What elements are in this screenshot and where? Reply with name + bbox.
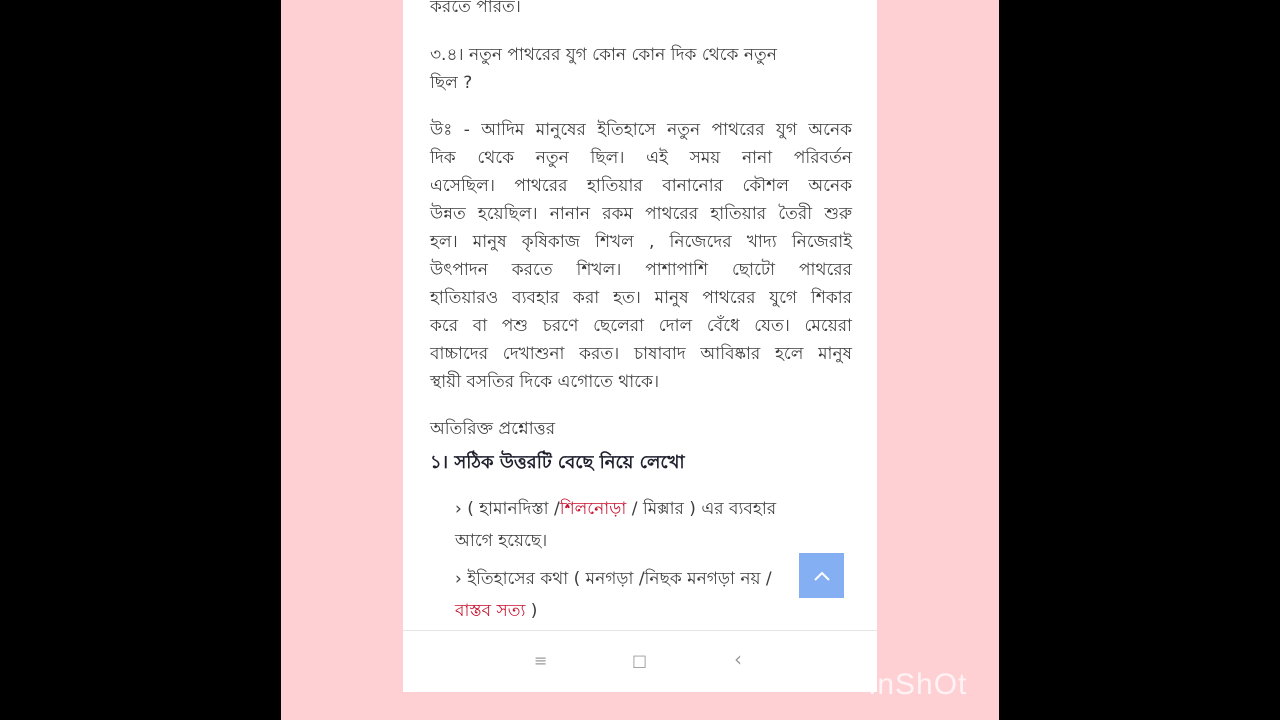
answer-line: উন্নত হয়েছিল। নানান রকম পাথরের হাতিয়ার তৈরী শুরু <box>430 204 852 224</box>
answer-line: বাচ্চাদের দেখাশুনা করত। চাষাবাদ আবিষ্কার হলে মানুষ <box>430 344 852 364</box>
item-2-line-2 <box>455 598 537 626</box>
question-item-1 <box>455 496 776 524</box>
question-item-2 <box>455 566 772 594</box>
item-2-answer: বাস্তব সত্য <box>455 601 526 621</box>
answer-line: এসেছিল। পাথরের হাতিয়ার বানানোর কৌশল অনেক <box>430 176 852 196</box>
extra-questions-heading: অতিরিক্ত প্রশ্নোত্তর <box>430 419 556 439</box>
item-marker: › <box>455 569 462 589</box>
item-2-text-pre: ইতিহাসের কথা ( মনগড়া /নিছক মনগড়া নয় / <box>461 569 772 589</box>
answer-line: হল। মানুষ কৃষিকাজ শিখল , নিজেদের খাদ্য নিজেরাই <box>430 232 852 252</box>
item-2-text-post: ) <box>525 601 538 621</box>
section-heading: ১। সঠিক উত্তরটি বেছে নিয়ে লেখো <box>430 452 685 473</box>
android-nav-bar <box>403 630 877 692</box>
home-icon[interactable]: □ <box>632 651 648 670</box>
answer-last-line: স্থায়ী বসতির দিকে এগোতে থাকে। <box>430 372 660 392</box>
menu-icon[interactable]: ≡ <box>534 651 548 670</box>
item-1-text-post: / মিক্সার ) এর ব্যবহার <box>626 499 777 519</box>
item-1-answer: শিলনোড়া <box>559 499 627 519</box>
item-1-text-pre: ( হামানদিস্তা / <box>461 499 560 519</box>
top-text-fragment: করতে পারত। <box>430 0 521 17</box>
scroll-to-top-button[interactable] <box>799 553 844 598</box>
answer-line: হাতিয়ারও ব্যবহার করা হত। মানুষ পাথরের যুগে শিকার <box>430 288 852 308</box>
answer-line: উঃ - আদিম মানুষের ইতিহাসে নতুন পাথরের যুগ অনেক <box>430 120 852 140</box>
chevron-up-icon <box>813 570 831 582</box>
answer-line: উৎপাদন করতে শিখল। পাশাপাশি ছোটো পাথরের <box>430 260 852 280</box>
question-line-2: ছিল ? <box>430 73 473 93</box>
back-icon[interactable]: ‹ <box>734 647 742 671</box>
answer-line: দিক থেকে নতুন ছিল। এই সময় নানা পরিবর্তন <box>430 148 852 168</box>
inshot-watermark: InShOt <box>868 668 968 701</box>
item-1-line-2: আগে হয়েছে। <box>455 531 548 551</box>
answer-line: করে বা পশু চরণে ছেলেরা দোল বেঁধে যেত। মেয়েরা <box>430 316 852 336</box>
phone-screen <box>403 0 877 692</box>
question-line-1: ৩.৪। নতুন পাথরের যুগ কোন কোন দিক থেকে নতুন <box>430 45 777 65</box>
item-marker: › <box>455 499 462 519</box>
